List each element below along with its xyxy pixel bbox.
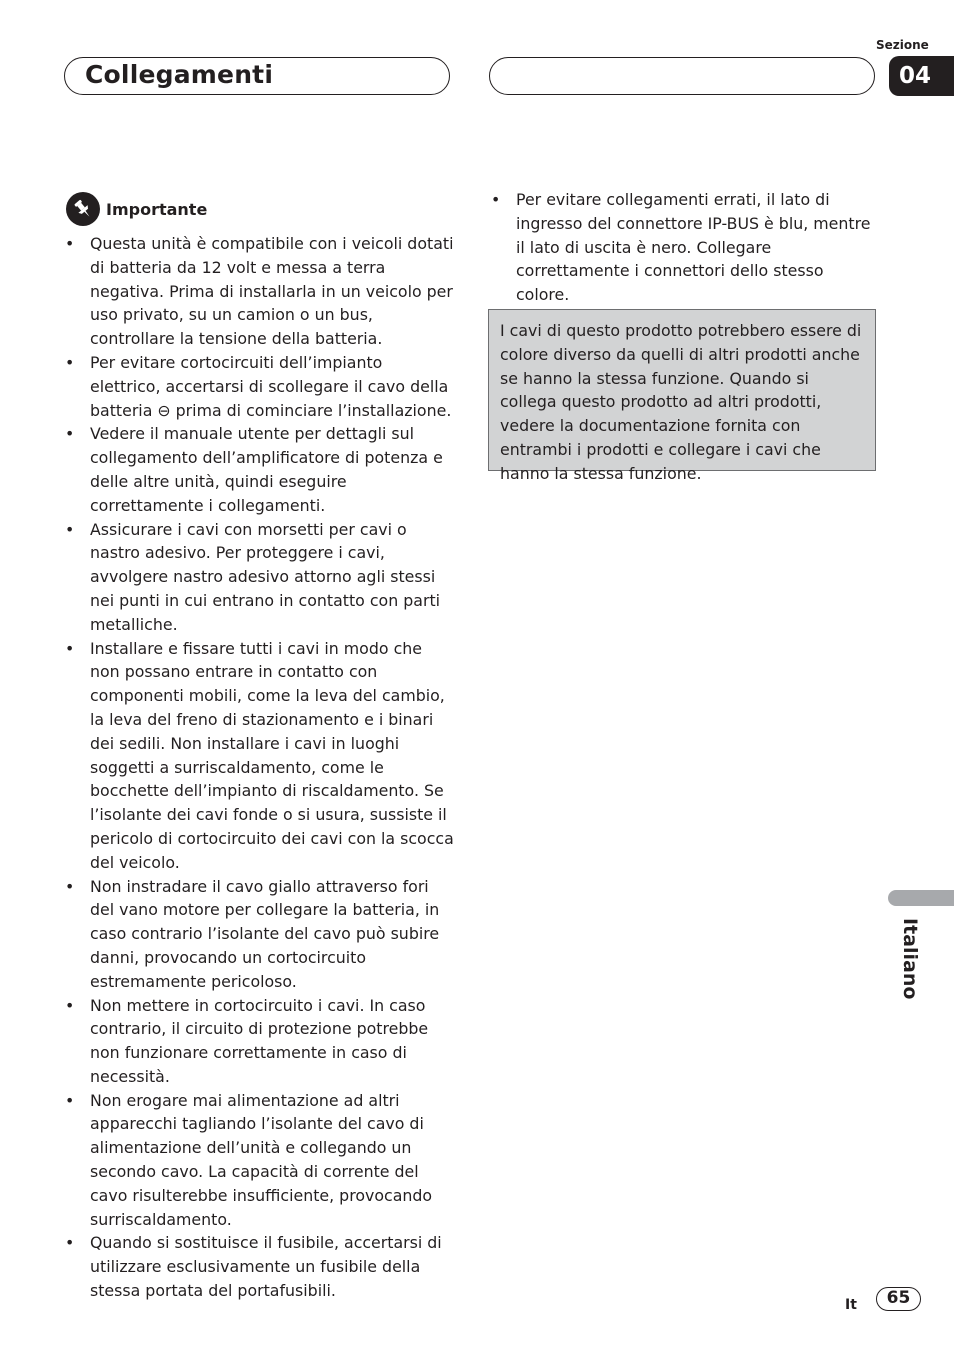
list-item: • Questa unità è compatibile con i veicoli dotati di batteria da 12 volt e messa a terra negativa. Prima di installarla in un veicolo per uso privato, su un camion o un bus, controllare la tensione della batteria.: [62, 232, 454, 351]
language-tab: [888, 890, 954, 906]
section-label: Sezione: [876, 38, 929, 52]
list-item: • Quando si sostituisce il fusibile, accertarsi di utilizzare esclusivamente un fusibile della stessa portata del portafusibili.: [62, 1231, 454, 1302]
list-item: • Non erogare mai alimentazione ad altri apparecchi tagliando l’isolante del cavo di alimentazione dell’unità e collegando un secondo cavo. La capacità di corrente del cavo risulterebbe insufficiente, provocando surriscaldamento.: [62, 1089, 454, 1232]
page-number: 65: [876, 1287, 921, 1311]
page-title: Collegamenti: [85, 60, 274, 89]
header-empty-box: [489, 57, 875, 95]
left-column: [62, 232, 454, 1303]
important-heading: [66, 192, 207, 226]
list-item: • Installare e fissare tutti i cavi in modo che non possano entrare in contatto con componenti mobili, come la leva del cambio, la leva del freno di stazionamento e i binari dei sedili. Non installare i cavi in luoghi soggetti a surriscaldamento, come le bocchette dell’impianto di riscaldamento. Se l’isolante dei cavi fonde o si usura, sussiste il pericolo di cortocircuito dei cavi con la scocca del veicolo.: [62, 637, 454, 875]
note-box: I cavi di questo prodotto potrebbero essere di colore diverso da quelli di altri prodotti anche se hanno la stessa funzione. Quando si collega questo prodotto ad altri prodotti, vedere la documentazione fornita con entrambi i prodotti e collegare i cavi che hanno la stessa funzione.: [488, 309, 876, 471]
list-item: • Non instradare il cavo giallo attraverso fori del vano motore per collegare la batteria, in caso contrario l’isolante del cavo può subire danni, provocando un cortocircuito estremamente pericoloso.: [62, 875, 454, 994]
important-label: Importante: [106, 199, 208, 219]
right-bullet-list: [488, 188, 880, 307]
section-title-box: [64, 57, 450, 95]
list-item: • Per evitare cortocircuiti dell’impianto elettrico, accertarsi di scollegare il cavo della batteria ⊖ prima di cominciare l’installazione.: [62, 351, 454, 422]
list-item: • Assicurare i cavi con morsetti per cavi o nastro adesivo. Per proteggere i cavi, avvolgere nastro adesivo attorno agli stessi nei punti in cui entrano in contatto con parti metalliche.: [62, 518, 454, 637]
important-bullet-list: [62, 232, 454, 1303]
right-column: [488, 188, 880, 307]
list-item: • Per evitare collegamenti errati, il lato di ingresso del connettore IP-BUS è blu, mentre il lato di uscita è nero. Collegare correttamente i connettori dello stesso colore.: [488, 188, 880, 307]
pushpin-icon: [66, 192, 100, 226]
language-code: It: [845, 1297, 857, 1313]
section-number-tab: [889, 56, 954, 96]
list-item: • Vedere il manuale utente per dettagli sul collegamento dell’amplificatore di potenza e delle altre unità, quindi eseguire correttamente i collegamenti.: [62, 422, 454, 517]
section-number: 04: [899, 63, 932, 89]
list-item: • Non mettere in cortocircuito i cavi. In caso contrario, il circuito di protezione potrebbe non funzionare correttamente in caso di necessità.: [62, 994, 454, 1089]
language-label: Italiano: [899, 918, 921, 1000]
